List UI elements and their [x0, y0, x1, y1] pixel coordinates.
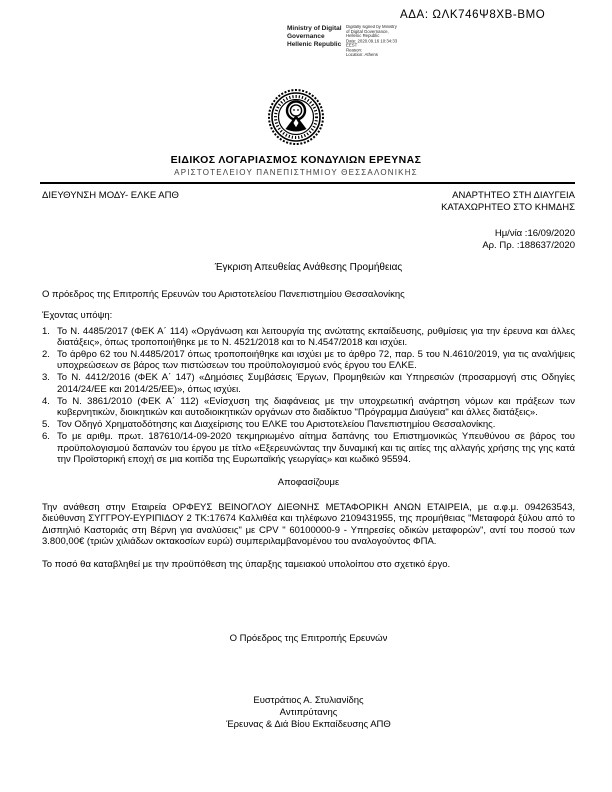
signature-details: Digitally signed by Ministry of Digital Governance, Hellenic Republic Date: 2020.09.16 10:34:33 EEST Reason: Location: Athens: [345, 25, 397, 58]
signatory-title-2: Έρευνας & Διά Βίου Εκπαίδευσης ΑΠΘ: [226, 719, 391, 730]
org-name: ΕΙΔΙΚΟΣ ΛΟΓΑΡΙΑΣΜΟΣ ΚΟΝΔΥΛΙΩΝ ΕΡΕΥΝΑΣ: [170, 154, 422, 166]
university-seal-icon: [267, 88, 325, 151]
protocol-line: Αρ. Πρ. :188637/2020: [482, 240, 575, 251]
signature-block: [42, 695, 575, 731]
signatory-title-1: Αντιπρύτανης: [279, 707, 338, 718]
date-line: Ημ/νία :16/09/2020: [494, 228, 575, 239]
list-item: 4. Το Ν. 3861/2010 (ΦΕΚ Α΄ 112) «Ενίσχυση της διαφάνειας με την υποχρεωτική ανάρτηση νόμων και πράξεων των κυβερνητικών, διοικητικών και αυτοδιοικητικών οργάνων στο διαδίκτυο "Πρόγραμμα Διαύγεια" και άλλες διατάξεις».: [42, 395, 575, 419]
list-item: 2. Το άρθρο 62 του Ν.4485/2017 όπως τροποποιήθηκε και ισχύει με το άρθρο 72, παρ. 5 του Ν.4610/2019, για τις αναλήψεις υποχρεώσεων σε βάρος των πιστώσεων του προϋπολογισμού ενός έργου του ΕΛΚΕ.: [42, 349, 575, 372]
meta-row: [42, 190, 575, 214]
signatory-role: Ο Πρόεδρος της Επιτροπής Ερευνών: [229, 633, 388, 644]
publication-notices: [441, 190, 575, 214]
intro-line: Ο πρόεδρος της Επιτροπής Ερευνών του Αριστοτελείου Πανεπιστημίου Θεσσαλονίκης: [42, 289, 405, 301]
ada-code: ΑΔΑ: ΩΛΚ746Ψ8ΧΒ-ΒΜΟ: [400, 9, 546, 21]
decision-paragraph: Την ανάθεση στην Εταιρεία ΟΡΦΕΥΣ ΒΕΙΝΟΓΛΟΥ ΔΙΕΘΝΗΣ ΜΕΤΑΦΟΡΙΚΗ ΑΝΩΝ ΕΤΑΙΡΕΙΑ, με α.φ.μ. 094263543, διεύθυνση ΣΥΓΓΡΟΥ-ΕΥΡΙΠΙΔΟΥ 2 ΤΚ:17674 Καλλιθέα και τηλέφωνο 2109431955, της προμήθειας "Μεταφορά ξύλου από το Δισπηλιό Καστοριάς στη Βέρνη για αναλύσεις" με CPV " 60100000-9 - Υπηρεσίες οδικών μεταφορών", αντί του ποσού των 3.800,00€ (τριών χιλιάδων οκτακοσίων ευρώ) συμπεριλαμβανομένου του αναλογούντος ΦΠΑ.: [42, 502, 575, 547]
list-item: 5. Τον Οδηγό Χρηματοδότησης και Διαχείρισης του ΕΛΚΕ του Αριστοτελείου Πανεπιστημίου Θεσσαλονίκης.: [42, 419, 496, 431]
diavgeia-notice: ΑΝΑΡΤΗΤΕΟ ΣΤΗ ΔΙΑΥΓΕΙΑ: [452, 190, 575, 201]
document-title: Έγκριση Απευθείας Ανάθεσης Προμήθειας: [214, 262, 403, 273]
having-regard-label: Έχοντας υπόψη:: [42, 310, 113, 322]
letterhead: [0, 88, 592, 177]
header-divider: [40, 182, 575, 184]
signatory-name: Ευστράτιος Α. Στυλιανίδης: [253, 695, 364, 706]
list-item: 3. Το Ν. 4412/2016 (ΦΕΚ Α΄ 147) «Δημόσιες Συμβάσεις Έργων, Προμηθειών και Υπηρεσιών (προσαρμογή στις Οδηγίες 2014/24/ΕΕ και 2014/25/ΕΕ)», όπως ισχύει.: [42, 372, 575, 395]
list-item: 1. Το Ν. 4485/2017 (ΦΕΚ Α΄ 114) «Οργάνωση και λειτουργία της ανώτατης εκπαίδευσης, ρυθμίσεις για την έρευνα και άλλες διατάξεις», όπως τροποποιήθηκε με το Ν. 4521/2018 και το Ν.4547/2018 και ισχύει.: [42, 325, 575, 348]
date-protocol-block: [42, 228, 575, 252]
department: ΔΙΕΥΘΥΝΣΗ ΜΟΔΥ- ΕΛΚΕ ΑΠΘ: [42, 190, 179, 201]
university-name: ΑΡΙΣΤΟΤΕΛΕΙΟΥ ΠΑΝΕΠΙΣΤΗΜΙΟΥ ΘΕΣΣΑΛΟΝΙΚΗΣ: [174, 168, 418, 177]
ministry-name: Ministry of Digital Governance Hellenic Republic: [287, 25, 342, 48]
decision-heading: Αποφασίζουμε: [277, 477, 340, 489]
document-body: [42, 262, 575, 570]
list-item: 6. Το με αριθμ. πρωτ. 187610/14-09-2020 τεκμηριωμένο αίτημα δαπάνης του Επιστημονικώς Υπευθύνου σε βάρος του προϋπολογισμού δαπανών του έργου με τίτλο «Εξερευνώντας την δυναμική και τις αιτίες της αλλαγής χρήσης της γης κατά την Προϊστορική εποχή σε μια κοιτίδα της Ευρωπαϊκής γεωργίας» και κωδικό 95594.: [42, 431, 575, 465]
kimdis-notice: ΚΑΤΑΧΩΡΗΤΕΟ ΣΤΟ ΚΗΜΔΗΣ: [441, 202, 575, 213]
digital-signature-stamp: [287, 25, 417, 71]
legal-basis-list: [42, 326, 575, 465]
condition-paragraph: Το ποσό θα καταβληθεί με την προϋπόθεση της ύπαρξης ταμειακού υπολοίπου στο σχετικό έργο.: [42, 559, 451, 571]
